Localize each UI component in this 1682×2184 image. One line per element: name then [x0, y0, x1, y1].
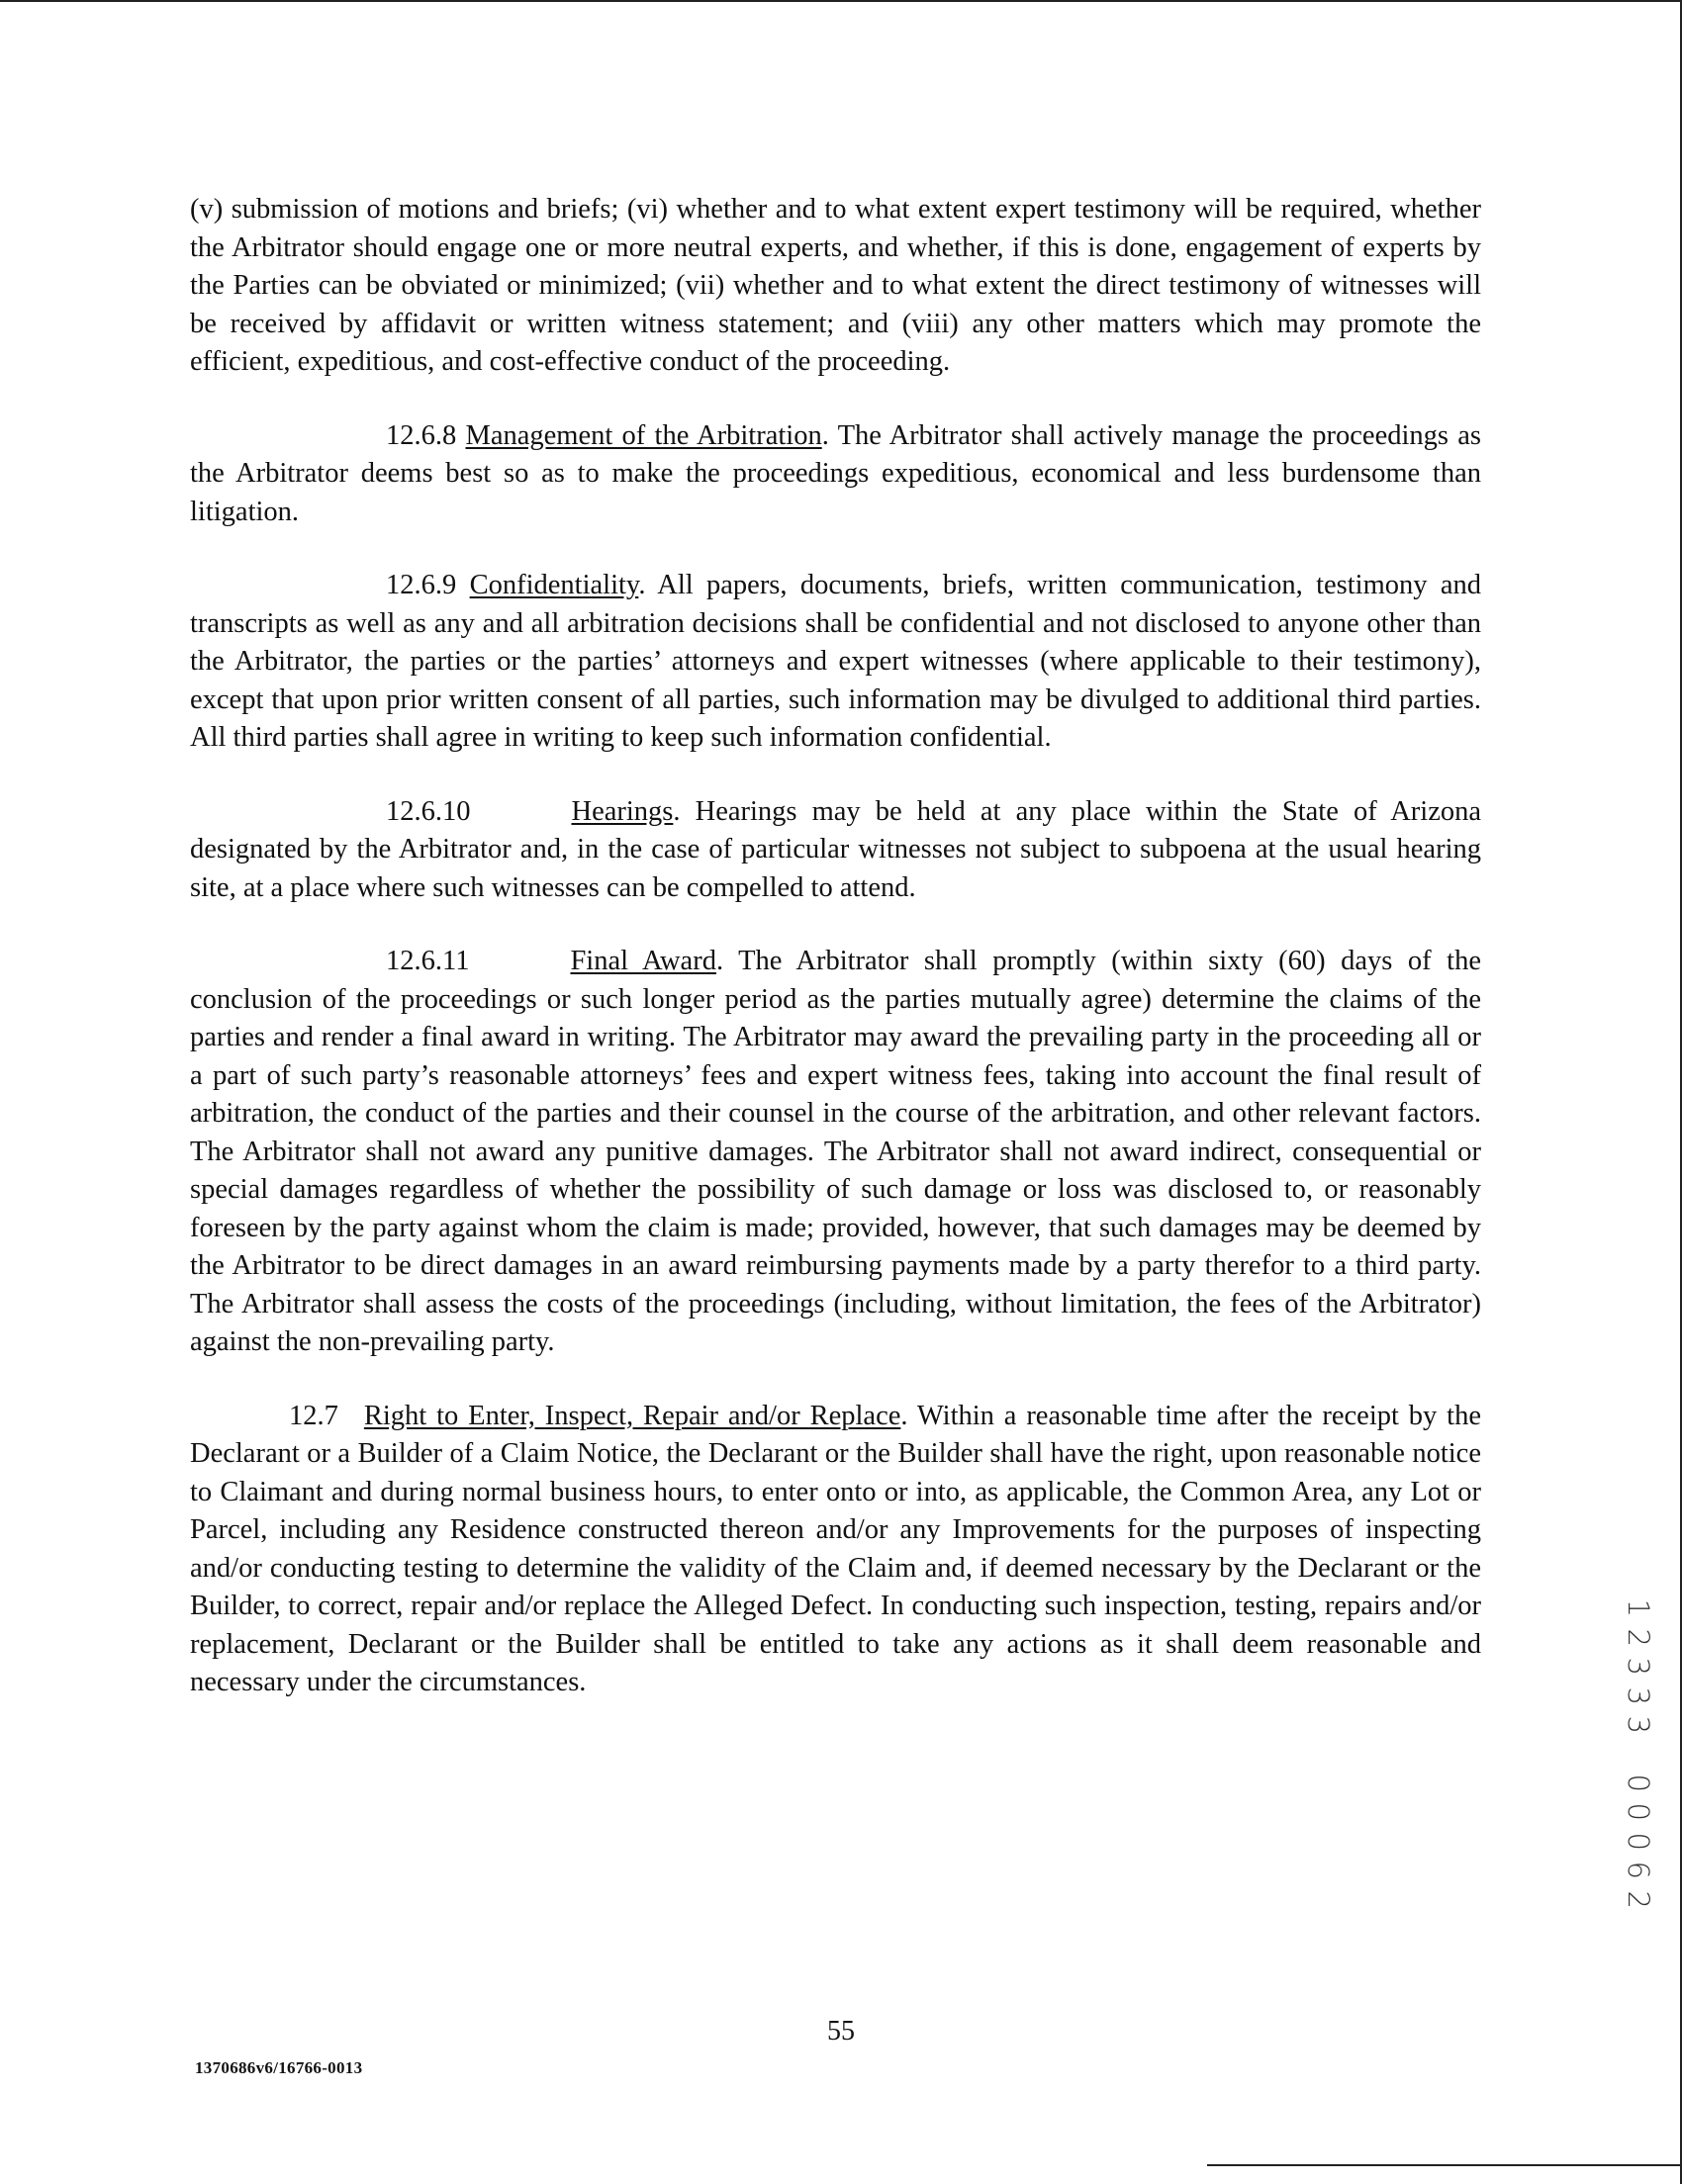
paragraph-text: . Within a reasonable time after the receipt by the Declarant or a Builder of a Claim Notice, the Declarant or the Builder shall have the right, upon reasonable notice to Claimant and during normal business hours, to enter onto or into, as applicable, the Common Area, any Lot or Parcel, including any Residence constructed thereon and/or any Improvements for the purposes of inspecting and/or conducting testing to determine the validity of the Claim and, if deemed necessary by the Declarant or the Builder, to correct, repair and/or replace the Alleged Defect. In conducting such inspection, testing, repairs and/or replacement, Declarant or the Builder shall be entitled to take any actions as it shall deem reasonable and necessary under the circumstances.	[190, 1400, 1481, 1697]
section-12-7	[190, 1398, 1481, 1702]
section-heading: Management of the Arbitration	[465, 419, 822, 451]
section-heading: Right to Enter, Inspect, Repair and/or Replace	[363, 1400, 901, 1431]
recording-stamp	[1621, 1593, 1655, 1914]
stamp-digit: 3	[1621, 1715, 1655, 1734]
stamp-digit: 2	[1621, 1890, 1655, 1909]
section-heading: Hearings	[571, 795, 674, 827]
section-number: 12.7	[289, 1400, 338, 1431]
stamp-digit: 0	[1621, 1802, 1655, 1821]
paragraph-text: . The Arbitrator shall actively manage the proceedings as the Arbitrator deems best so as to make the proceedings expeditious, economical and less burdensome than litigation.	[190, 419, 1481, 527]
stamp-digit: 3	[1621, 1657, 1655, 1676]
stamp-digit: 3	[1621, 1686, 1655, 1705]
paragraph-text: . All papers, documents, briefs, written communication, testimony and transcripts as well as any and all arbitration decisions shall be confidential and not disclosed to anyone other than the Arbitrator, the parties or the parties’ attorneys and expert witnesses (where applicable to their testimony), except that upon prior written consent of all parties, such information may be divulged to additional third parties. All third parties shall agree in writing to keep such information confidential.	[190, 570, 1481, 753]
section-number: 12.6.9	[386, 570, 457, 600]
paragraph-continuation	[190, 191, 1481, 382]
page-number: 55	[827, 2016, 855, 2047]
section-heading: Final Award	[570, 946, 716, 976]
stamp-digit: 0	[1621, 1832, 1655, 1851]
section-12-6-9	[190, 567, 1481, 758]
stamp-digit: 0	[1621, 1774, 1655, 1792]
section-number: 12.6.8	[386, 419, 457, 451]
scan-border-top	[0, 0, 1682, 2]
stamp-digit: 1	[1621, 1598, 1655, 1617]
section-number: 12.6.10	[386, 795, 471, 827]
section-number: 12.6.11	[386, 946, 470, 976]
stamp-digit: 2	[1621, 1628, 1655, 1647]
scan-border-bottom	[1207, 2164, 1682, 2166]
section-12-6-8	[190, 417, 1481, 532]
stamp-spacer	[1624, 1740, 1652, 1768]
stamp-digit: 6	[1621, 1861, 1655, 1879]
document-body	[190, 191, 1481, 1738]
section-heading: Confidentiality	[469, 570, 639, 600]
section-12-6-10	[190, 793, 1481, 908]
paragraph-text: (v) submission of motions and briefs; (vi) whether and to what extent expert testimony will be required, whether the Arbitrator should engage one or more neutral experts, and whether, if this is done, engagement of experts by the Parties can be obviated or minimized; (vii) whether and to what extent the direct testimony of witnesses will be received by affidavit or written witness statement; and (viii) any other matters which may promote the efficient, expeditious, and cost-effective conduct of the proceeding.	[190, 194, 1481, 377]
section-12-6-11	[190, 943, 1481, 1362]
document-id: 1370686v6/16766-0013	[195, 2058, 363, 2077]
paragraph-text: . Hearings may be held at any place within the State of Arizona designated by the Arbitrator and, in the case of particular witnesses not subject to subpoena at the usual hearing site, at a place where such witnesses can be compelled to attend.	[190, 795, 1481, 903]
paragraph-text: . The Arbitrator shall promptly (within sixty (60) days of the conclusion of the proceedings or such longer period as the parties mutually agree) determine the claims of the parties and render a final award in writing. The Arbitrator may award the prevailing party in the proceeding all or a part of such party’s reasonable attorneys’ fees and expert witness fees, taking into account the final result of arbitration, the conduct of the parties and their counsel in the course of the arbitration, and other relevant factors. The Arbitrator shall not award any punitive damages. The Arbitrator shall not award indirect, consequential or special damages regardless of whether the possibility of such damage or loss was disclosed to, or reasonably foreseen by the party against whom the claim is made; provided, however, that such damages may be deemed by the Arbitrator to be direct damages in an award reimbursing payments made by a party therefor to a third party. The Arbitrator shall assess the costs of the proceedings (including, without limitation, the fees of the Arbitrator) against the non-prevailing party.	[190, 946, 1481, 1357]
